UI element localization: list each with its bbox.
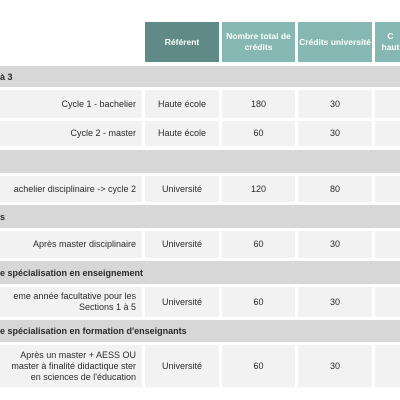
row-total-text: 60 <box>253 128 264 138</box>
row-referent-text: Haute école <box>157 98 207 109</box>
row-label-text: Cycle 2 - master <box>70 128 136 138</box>
row-total-text: 60 <box>253 360 264 371</box>
row-total <box>222 90 295 118</box>
header-credits-haute-ecole <box>375 22 400 62</box>
row-label <box>0 121 142 146</box>
header-total-credits <box>222 22 295 62</box>
row-label-text: Après master disciplinaire <box>32 239 136 249</box>
row-referent-text: Université <box>161 239 202 249</box>
row-haute-ecole <box>375 345 400 387</box>
row-label <box>0 231 142 258</box>
section-header <box>0 66 400 87</box>
row-haute-ecole <box>375 287 400 317</box>
row-label-text: achelier disciplinaire -> cycle 2 <box>13 183 136 194</box>
row-referent <box>145 231 219 258</box>
row-referent-text: Université <box>161 296 202 307</box>
row-haute-ecole <box>375 176 400 202</box>
section-header <box>0 320 400 342</box>
row-referent <box>145 345 219 387</box>
header-credits-universite <box>298 22 372 62</box>
row-total <box>222 231 295 258</box>
header-referent-label: Référent <box>164 36 200 47</box>
header-total-credits-label: Nombre total de crédits <box>226 31 291 52</box>
row-universite-text: 30 <box>329 128 340 138</box>
header-referent <box>145 22 219 62</box>
row-label-text: Cycle 1 - bachelier <box>61 98 136 109</box>
row-universite-text: 30 <box>329 239 340 249</box>
row-label <box>0 176 142 202</box>
row-label <box>0 287 142 317</box>
header-credits-haute-ecole-label: C haut <box>381 31 400 52</box>
row-total-text: 180 <box>250 98 267 109</box>
row-universite <box>298 176 372 202</box>
row-label-text: eme année facultative pour les Sections 1 à 5 <box>13 291 136 312</box>
row-total <box>222 176 295 202</box>
row-referent-text: Université <box>161 183 202 194</box>
section-header <box>0 150 400 173</box>
row-universite-text: 30 <box>329 296 340 307</box>
row-universite <box>298 287 372 317</box>
row-haute-ecole <box>375 121 400 146</box>
row-total <box>222 121 295 146</box>
row-haute-ecole <box>375 90 400 118</box>
row-total-text: 120 <box>250 183 267 194</box>
row-referent <box>145 176 219 202</box>
row-label-text: Après un master + AESS OU master à finalité didactique ster en sciences de l'éducation <box>11 349 136 382</box>
header-credits-universite-label: Crédits université <box>299 36 371 47</box>
row-total-text: 60 <box>253 239 264 249</box>
row-referent <box>145 287 219 317</box>
section-title: s <box>0 211 6 222</box>
row-universite <box>298 90 372 118</box>
section-header <box>0 261 400 284</box>
row-total-text: 60 <box>253 296 264 307</box>
section-title: à 3 <box>0 71 13 82</box>
row-total <box>222 345 295 387</box>
row-total <box>222 287 295 317</box>
section-header <box>0 205 400 228</box>
row-universite-text: 80 <box>329 183 340 194</box>
row-referent-text: Université <box>161 360 202 371</box>
row-referent <box>145 90 219 118</box>
row-label <box>0 90 142 118</box>
row-universite <box>298 345 372 387</box>
row-universite-text: 30 <box>329 360 340 371</box>
row-referent <box>145 121 219 146</box>
row-universite-text: 30 <box>329 98 340 109</box>
section-title: e spécialisation en formation d'enseignants <box>0 326 187 336</box>
row-label <box>0 345 142 387</box>
row-universite <box>298 231 372 258</box>
row-haute-ecole <box>375 231 400 258</box>
row-referent-text: Haute école <box>157 128 207 138</box>
row-universite <box>298 121 372 146</box>
section-title: e spécialisation en enseignement <box>0 267 144 278</box>
